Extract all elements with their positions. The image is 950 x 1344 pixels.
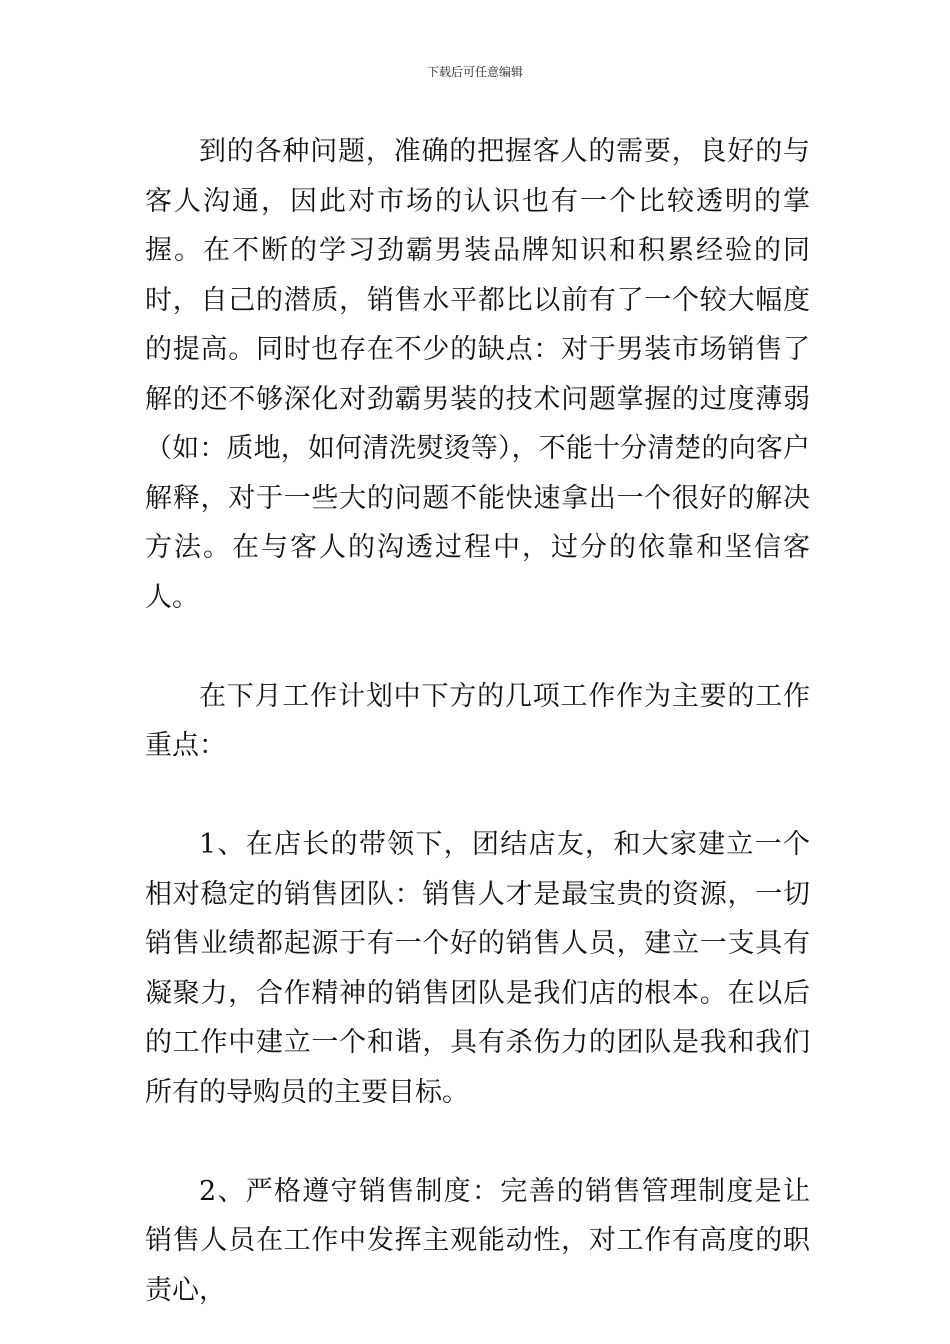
paragraph-gap bbox=[145, 771, 810, 821]
document-body bbox=[145, 127, 810, 1315]
page-header: 下载后可任意编辑 bbox=[426, 65, 523, 79]
paragraph-item-2: 2、严格遵守销售制度：完善的销售管理制度是让销售人员在工作中发挥主观能动性，对工作有高度的职责心， bbox=[145, 1175, 810, 1306]
paragraph-self-assessment: 到的各种问题，准确的把握客人的需要，良好的与客人沟通，因此对市场的认识也有一个比较透明的掌握。在不断的学习劲霸男装品牌知识和积累经验的同时，自己的潜质，销售水平都比以前有了一个较大幅度的提高。同时也存在不少的缺点：对于男装市场销售了解的还不够深化对劲霸男装的技术问题掌握的过度薄弱（如：质地，如何清洗熨烫等），不能十分清楚的向客户解释，对于一些大的问题不能快速拿出一个很好的解决方法。在与客人的沟透过程中，过分的依靠和坚信客人。 bbox=[145, 136, 810, 613]
paragraph-gap bbox=[145, 622, 810, 672]
paragraph-item-1: 1、在店长的带领下，团结店友，和大家建立一个相对稳定的销售团队：销售人才是最宝贵的资源，一切销售业绩都起源于有一个好的销售人员，建立一支具有凝聚力，合作精神的销售团队是我们店的根本。在以后的工作中建立一个和谐，具有杀伤力的团队是我和我们所有的导购员的主要目标。 bbox=[145, 829, 810, 1108]
paragraph-plan-intro: 在下月工作计划中下方的几项工作作为主要的工作重点： bbox=[145, 680, 810, 761]
paragraph-gap bbox=[145, 1117, 810, 1167]
